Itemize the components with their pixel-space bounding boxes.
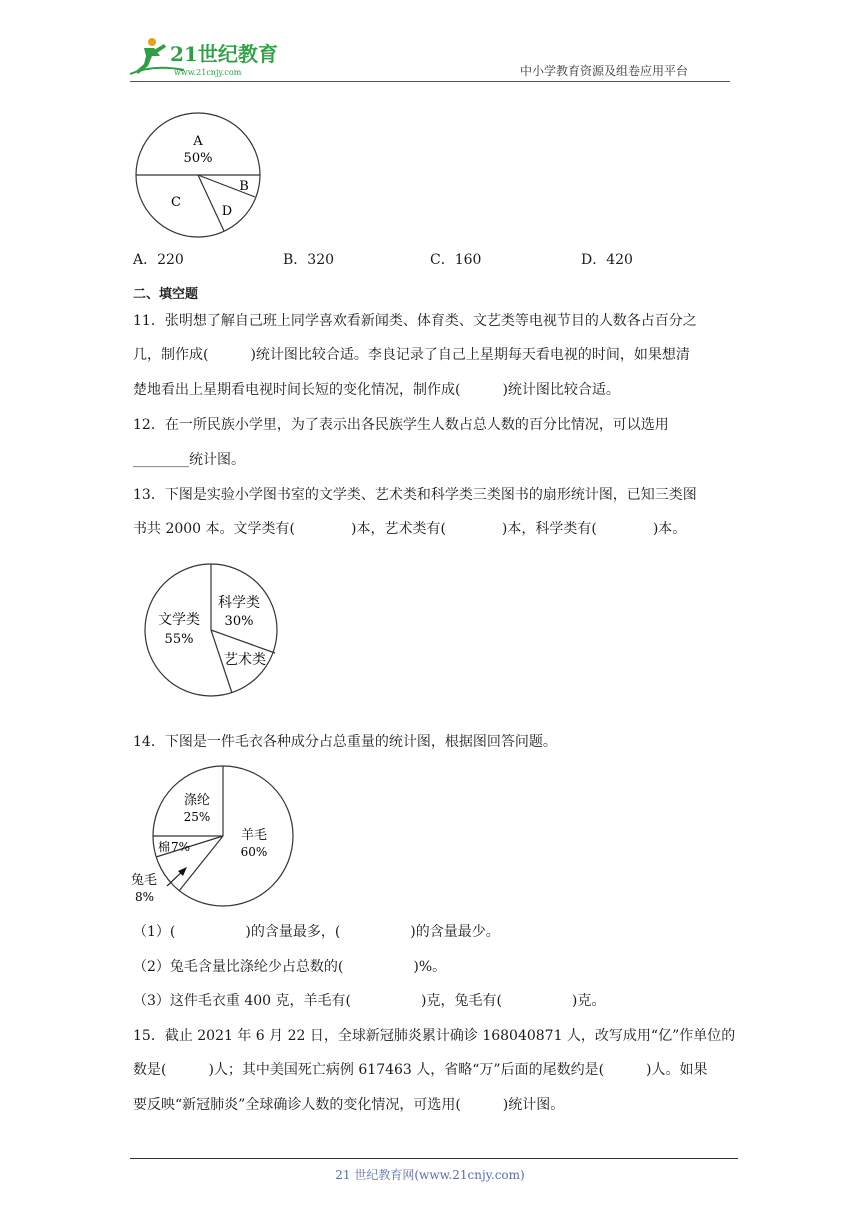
q10-slice-label-a: A (193, 134, 203, 149)
q13-value-science: 30% (224, 614, 254, 629)
q10-pie-chart (134, 111, 264, 239)
q12-line1: 12．在一所民族小学里，为了表示出各民族学生人数占总人数的百分比情况，可以选用 (133, 417, 669, 433)
q10-slice-label-c: C (171, 195, 181, 210)
q14-label-rabbit: 兔毛 (131, 873, 158, 888)
section-title: 二、填空题 (133, 287, 199, 302)
q10-slice-label-b: B (239, 179, 249, 194)
q14-value-polyester: 25% (183, 810, 211, 824)
q13-line2: 书共 2000 本。文学类有( )本，艺术类有( )本，科学类有( )本。 (133, 521, 687, 537)
q11-line2: 几，制作成( )统计图比较合适。李良记录了自己上星期每天看电视的时间，如果想清 (133, 347, 690, 363)
q15-line1: 15．截止 2021 年 6 月 22 日，全球新冠肺炎累计确诊 168040871 人，改写成用“亿”作单位的 (133, 1028, 736, 1044)
q14-label-cotton: 棉 (158, 840, 171, 854)
q15-line3: 要反映“新冠肺炎”全球确诊人数的变化情况，可选用( )统计图。 (133, 1097, 565, 1113)
footer-divider (130, 1158, 738, 1159)
q13-label-art: 艺术类 (224, 652, 266, 668)
q14-sub2: （2）兔毛含量比涤纶少占总数的( )%。 (133, 959, 447, 975)
q13-pie-chart (143, 562, 281, 698)
option-d: D．420 (581, 252, 633, 268)
header-divider (130, 81, 730, 82)
header-platform-text: 中小学教育资源及组卷应用平台 (520, 64, 689, 78)
footer-link[interactable]: 21 世纪教育网(www.21cnjy.com) (335, 1168, 525, 1182)
q10-slice-value-a: 50% (183, 151, 213, 166)
q13-divider-right (211, 630, 275, 653)
logo-url: www.21cnjy.com (174, 68, 242, 77)
q14-label-polyester: 涤纶 (183, 793, 211, 808)
q14-sub1: （1）( )的含量最多，( )的含量最少。 (133, 924, 500, 940)
q14-value-cotton: 7% (171, 840, 191, 854)
q15-line2: 数是( )人；其中美国死亡病例 617463 人，省略“万”后面的尾数约是( )人。如果 (133, 1062, 708, 1078)
site-logo (124, 34, 294, 78)
option-b: B．320 (283, 252, 335, 268)
q14-line1: 14．下图是一件毛衣各种成分占总重量的统计图，根据图回答问题。 (133, 734, 557, 750)
q11-line3: 楚地看出上星期看电视时间长短的变化情况，制作成( )统计图比较合适。 (133, 382, 620, 398)
q10-slice-label-d: D (221, 204, 233, 219)
q13-label-science: 科学类 (218, 595, 260, 611)
q13-value-literature: 55% (164, 632, 194, 647)
option-a: A．220 (133, 252, 184, 268)
q14-pie-chart (127, 764, 297, 909)
q14-value-rabbit: 8% (135, 890, 155, 904)
q11-line1: 11．张明想了解自己班上同学喜欢看新闻类、体育类、文艺类等电视节目的人数各占百分之 (133, 313, 697, 329)
q14-sub3: （3）这件毛衣重 400 克，羊毛有( )克，兔毛有( )克。 (133, 993, 606, 1009)
option-c: C．160 (430, 252, 482, 268)
q13-line1: 13．下图是实验小学图书室的文学类、艺术类和科学类三类图书的扇形统计图，已知三类图 (133, 487, 697, 503)
q14-label-wool: 羊毛 (240, 828, 268, 843)
q12-line2: ________统计图。 (133, 452, 245, 468)
logo-text: 21世纪教育 (170, 42, 278, 66)
q13-label-literature: 文学类 (158, 612, 200, 628)
q14-value-wool: 60% (240, 845, 268, 859)
